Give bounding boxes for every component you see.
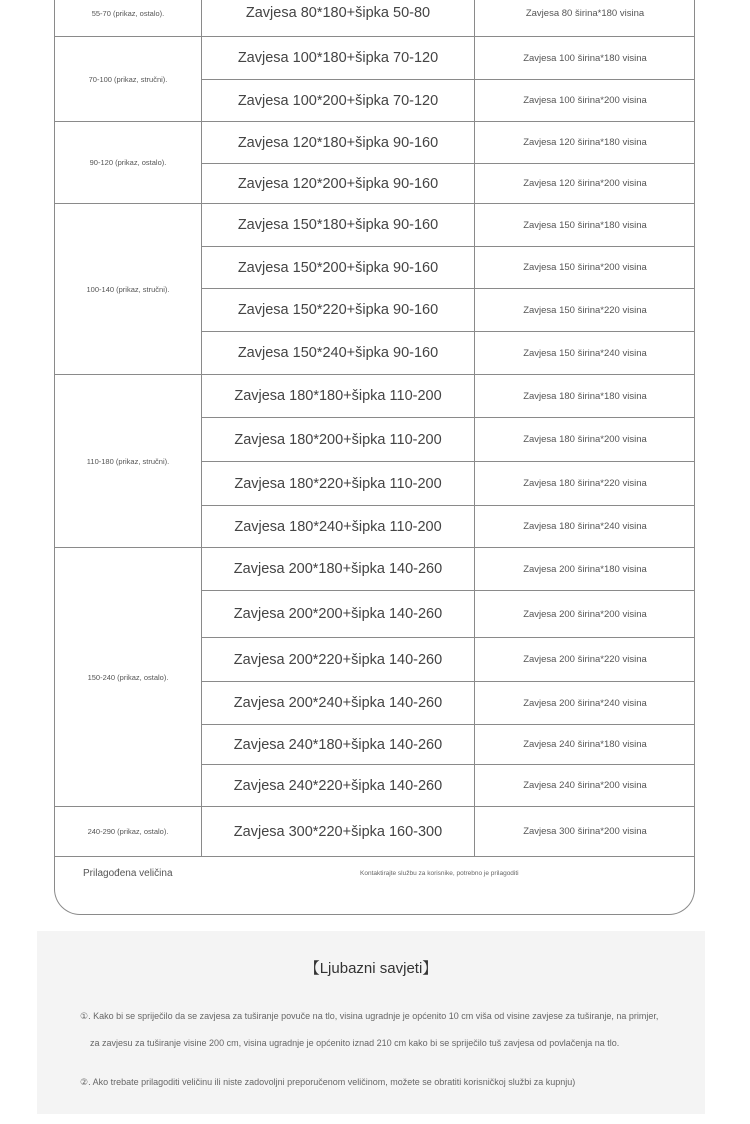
product-cell: Zavjesa 100*180+šipka 70-120	[201, 37, 474, 79]
size-description-cell: Zavjesa 200 širina*220 visina	[474, 638, 695, 681]
size-description-cell: Zavjesa 120 širina*200 visina	[474, 164, 695, 203]
size-description-cell: Zavjesa 180 širina*220 visina	[474, 462, 695, 505]
table-row	[201, 682, 695, 725]
size-description-cell: Zavjesa 180 širina*180 visina	[474, 375, 695, 417]
product-cell: Zavjesa 150*180+šipka 90-160	[201, 204, 474, 246]
size-description-cell: Zavjesa 150 širina*220 visina	[474, 289, 695, 331]
custom-size-label: Prilagođena veličina	[83, 868, 173, 879]
range-cell: 240-290 (prikaz, ostalo).	[55, 807, 201, 857]
table-row	[201, 807, 695, 857]
product-cell: Zavjesa 180*220+šipka 110-200	[201, 462, 474, 505]
size-description-cell: Zavjesa 300 širina*200 visina	[474, 807, 695, 856]
size-table	[54, 0, 695, 915]
size-description-cell: Zavjesa 240 širina*200 visina	[474, 765, 695, 806]
size-description-cell: Zavjesa 180 širina*240 visina	[474, 506, 695, 547]
range-cell: 110-180 (prikaz, stručni).	[55, 375, 201, 548]
table-row	[201, 37, 695, 80]
product-cell: Zavjesa 150*200+šipka 90-160	[201, 247, 474, 288]
product-cell: Zavjesa 120*180+šipka 90-160	[201, 122, 474, 163]
tip-1-line-1: ①. Kako bi se spriječilo da se zavjesa za tuširanje povuče na tlo, visina ugradnje je općenito 10 cm viša od visine zavjese za tuširanje, na primjer,	[80, 1011, 659, 1021]
product-cell: Zavjesa 80*180+šipka 50-80	[201, 0, 474, 36]
table-row	[201, 204, 695, 247]
product-cell: Zavjesa 200*180+šipka 140-260	[201, 548, 474, 590]
size-description-cell: Zavjesa 150 širina*180 visina	[474, 204, 695, 246]
product-cell: Zavjesa 240*220+šipka 140-260	[201, 765, 474, 806]
table-row	[201, 506, 695, 548]
product-cell: Zavjesa 150*220+šipka 90-160	[201, 289, 474, 331]
table-row	[201, 164, 695, 204]
range-cell: 90-120 (prikaz, ostalo).	[55, 122, 201, 204]
product-cell: Zavjesa 180*180+šipka 110-200	[201, 375, 474, 417]
product-cell: Zavjesa 120*200+šipka 90-160	[201, 164, 474, 203]
size-description-cell: Zavjesa 150 širina*200 visina	[474, 247, 695, 288]
product-cell: Zavjesa 100*200+šipka 70-120	[201, 80, 474, 121]
size-description-cell: Zavjesa 180 širina*200 visina	[474, 418, 695, 461]
custom-size-row	[55, 857, 695, 905]
size-description-cell: Zavjesa 200 širina*180 visina	[474, 548, 695, 590]
product-cell: Zavjesa 200*220+šipka 140-260	[201, 638, 474, 681]
table-row	[201, 332, 695, 375]
size-description-cell: Zavjesa 80 širina*180 visina	[474, 0, 695, 36]
table-row	[201, 247, 695, 289]
table-row	[201, 765, 695, 807]
tips-panel	[37, 931, 705, 1114]
size-description-cell: Zavjesa 120 širina*180 visina	[474, 122, 695, 163]
size-description-cell: Zavjesa 100 širina*200 visina	[474, 80, 695, 121]
table-row	[201, 725, 695, 765]
table-row	[201, 289, 695, 332]
custom-size-note: Kontaktirajte službu za korisnike, potrebno je prilagoditi	[360, 870, 519, 877]
table-row	[201, 0, 695, 37]
size-description-cell: Zavjesa 100 širina*180 visina	[474, 37, 695, 79]
table-row	[201, 591, 695, 638]
tips-title: 【Ljubazni savjeti】	[304, 960, 438, 977]
size-description-cell: Zavjesa 200 širina*200 visina	[474, 591, 695, 637]
product-cell: Zavjesa 200*200+šipka 140-260	[201, 591, 474, 637]
size-description-cell: Zavjesa 150 širina*240 visina	[474, 332, 695, 374]
size-description-cell: Zavjesa 200 širina*240 visina	[474, 682, 695, 724]
tip-1-line-2: za zavjesu za tuširanje visine 200 cm, visina ugradnje je općenito iznad 210 cm kako bi se spriječilo tuš zavjesa od povlačenja na tlo.	[90, 1038, 620, 1048]
table-row	[201, 122, 695, 164]
product-cell: Zavjesa 200*240+šipka 140-260	[201, 682, 474, 724]
product-cell: Zavjesa 150*240+šipka 90-160	[201, 332, 474, 374]
table-row	[201, 462, 695, 506]
table-row	[201, 418, 695, 462]
table-row	[201, 80, 695, 122]
size-description-cell: Zavjesa 240 širina*180 visina	[474, 725, 695, 764]
product-cell: Zavjesa 180*240+šipka 110-200	[201, 506, 474, 547]
product-cell: Zavjesa 240*180+šipka 140-260	[201, 725, 474, 764]
table-row	[201, 638, 695, 682]
tip-2: ②. Ako trebate prilagoditi veličinu ili niste zadovoljni preporučenom veličinom, možete se obratiti korisničkoj službi za kupnju)	[80, 1077, 576, 1087]
table-row	[201, 548, 695, 591]
product-cell: Zavjesa 180*200+šipka 110-200	[201, 418, 474, 461]
range-cell: 70-100 (prikaz, stručni).	[55, 37, 201, 122]
product-cell: Zavjesa 300*220+šipka 160-300	[201, 807, 474, 856]
range-cell: 55-70 (prikaz, ostalo).	[55, 0, 201, 37]
range-cell: 100-140 (prikaz, stručni).	[55, 204, 201, 375]
table-row	[201, 375, 695, 418]
range-cell: 150-240 (prikaz, ostalo).	[55, 548, 201, 807]
